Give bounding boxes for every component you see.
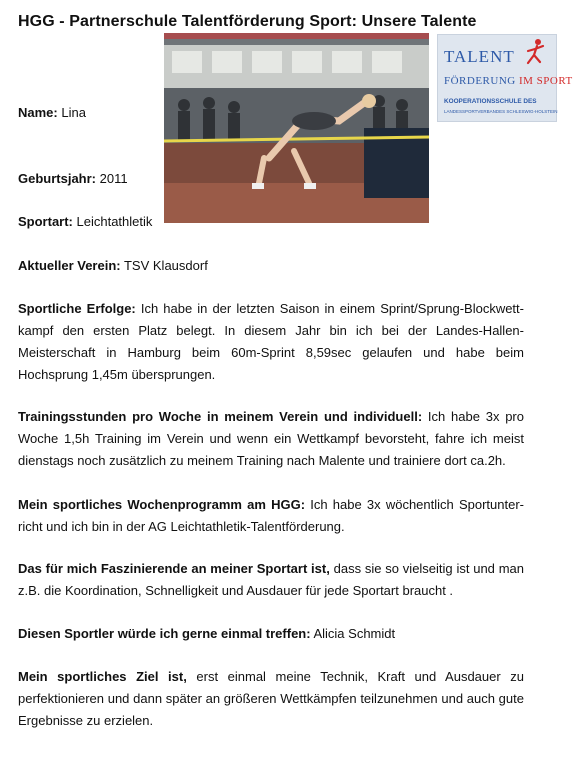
athlete-figure-icon <box>522 37 548 67</box>
logo-line-4: LANDESSPORTVERBANDES SCHLESWIG-HOLSTEIN <box>444 109 558 114</box>
field-idol: Diesen Sportler würde ich gerne einmal treffen: Alicia Schmidt <box>18 626 396 641</box>
talentfoerderung-logo <box>437 34 573 122</box>
field-name: Name: Lina <box>18 105 86 120</box>
logo-line-3: KOOPERATIONSSCHULE DES <box>444 98 537 105</box>
field-fascination: Das für mich Faszinierende an meiner Sportart ist, dass sie so vielseitig ist und man z.B. die Koordination, Schnelligkeit und Ausdauer für jede Sportart braucht . <box>18 561 524 598</box>
high-jump-photo <box>164 33 429 223</box>
field-school-program: Mein sportliches Wochenprogramm am HGG: Ich habe 3x wöchentlich Sportunter-richt und ich bin in der AG Leichtathletik-Talentförderung. <box>18 497 524 534</box>
logo-line-2: FÖRDERUNG IM SPORT <box>444 75 573 87</box>
field-training: Trainingsstunden pro Woche in meinem Verein und individuell: Ich habe 3x pro Woche 1,5h Training im Verein und wenn ein Wettkampf bevorsteht, fahre ich meist dienstags noch zusätzlich zu meinem Training nach Malente und trainiere dort ca.2h. <box>18 409 524 468</box>
page-title: HGG - Partnerschule Talentförderung Sport: Unsere Talente <box>18 13 477 30</box>
field-birth-year: Geburtsjahr: 2011 <box>18 171 128 186</box>
field-sport: Sportart: Leichtathletik <box>18 214 153 229</box>
logo-line-1: TALENT <box>444 47 515 66</box>
field-achievements: Sportliche Erfolge: Ich habe in der letzten Saison in einem Sprint/Sprung-Blockwett-kampf den ersten Platz belegt. In diesem Jahr bin ich bei der Landes-Hallen-Meisterschaft in Hamburg beim 60m-Sprint 8,59sec gelaufen und habe beim Hochsprung 1,45m übersprungen. <box>18 301 524 382</box>
field-club: Aktueller Verein: TSV Klausdorf <box>18 258 208 273</box>
field-goal: Mein sportliches Ziel ist, erst einmal meine Technik, Kraft und Ausdauer zu perfektionieren und dann später an größeren Wettkämpfen teilzunehmen und auch gute Ergebnisse zu erzielen. <box>18 669 524 728</box>
